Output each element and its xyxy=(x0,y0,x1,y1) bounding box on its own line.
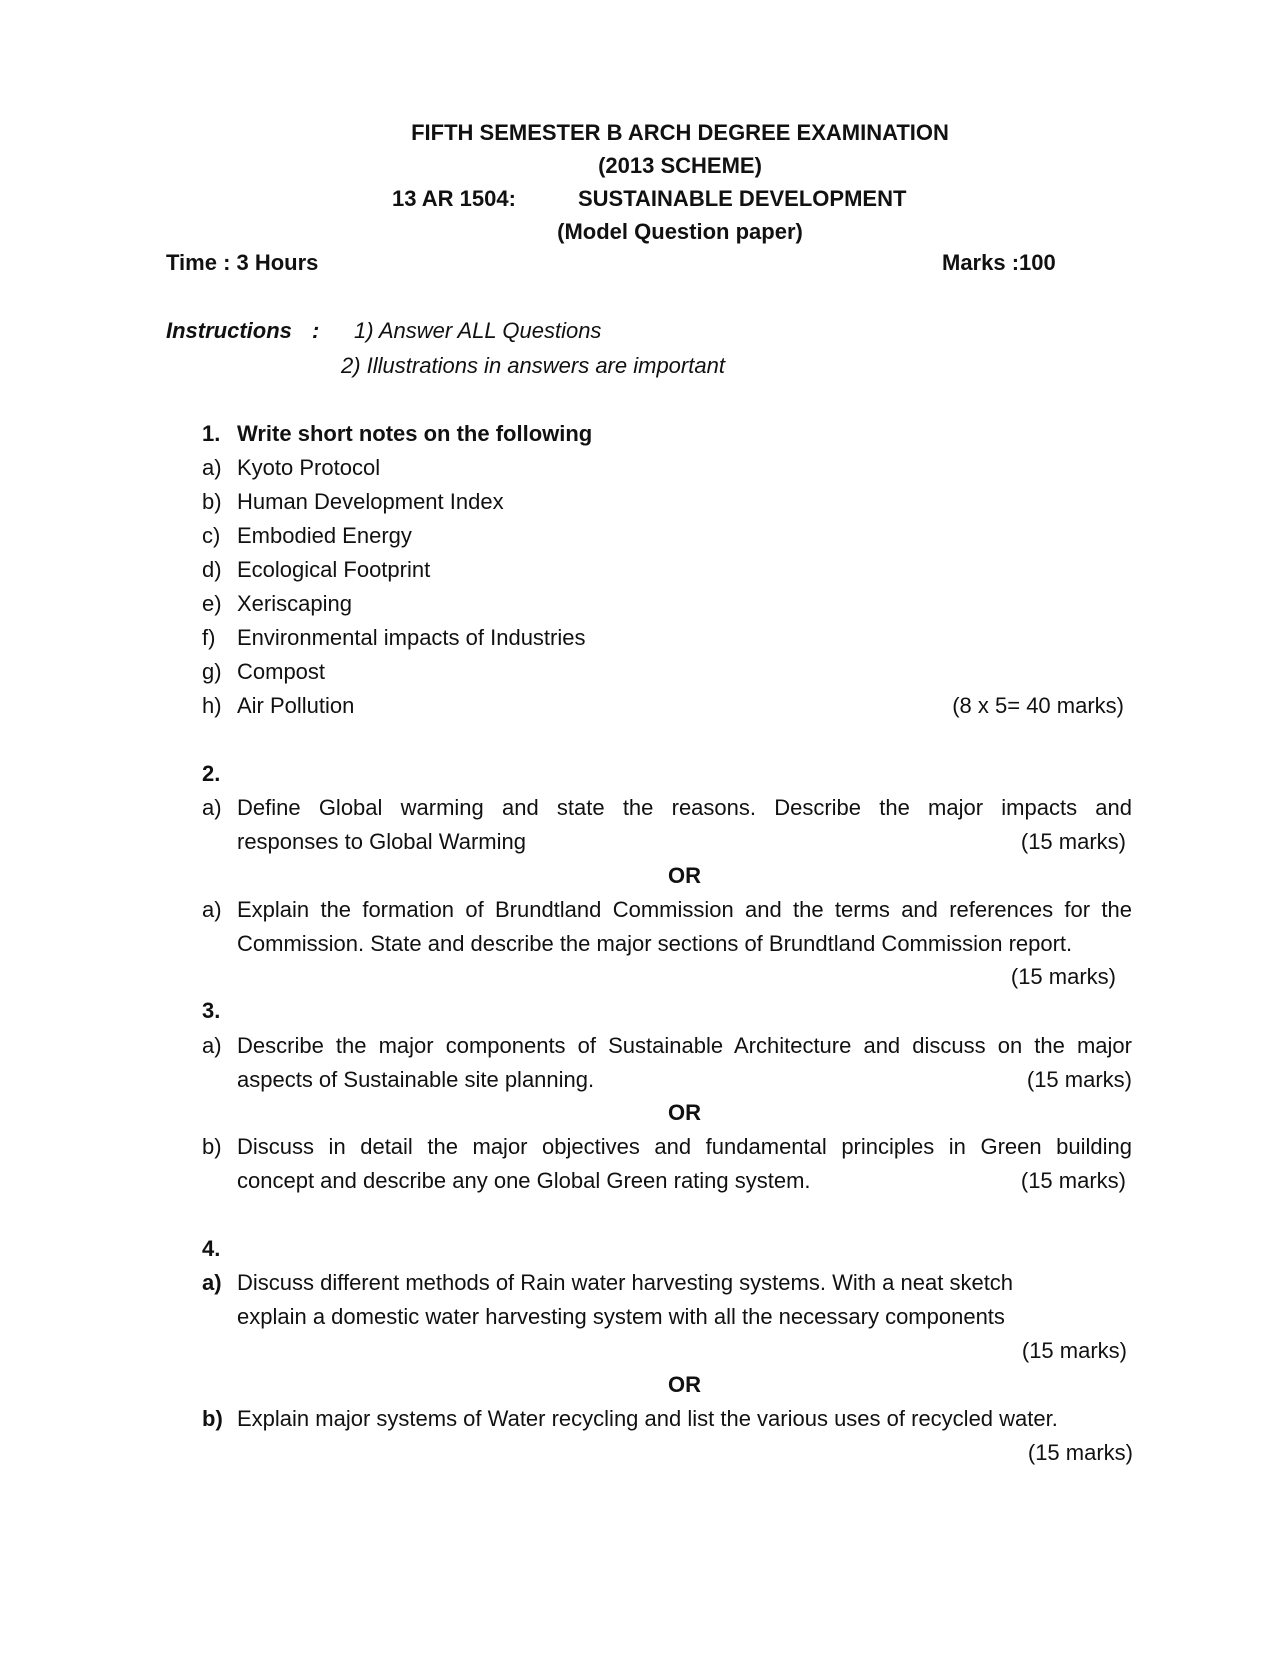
item-text: Compost xyxy=(237,659,326,684)
item-label: a) xyxy=(202,795,222,820)
item-label: h) xyxy=(202,693,222,718)
instructions-colon: : xyxy=(312,318,320,343)
question-text: Commission. State and describe the major sections of Brundtland Commission report. xyxy=(237,931,1073,956)
question-text: Define Global warming and state the reasons. Describe the major impacts and xyxy=(237,795,1132,820)
or-separator: OR xyxy=(668,1100,701,1125)
item-text: Human Development Index xyxy=(237,489,504,514)
question-text: aspects of Sustainable site planning. xyxy=(237,1067,595,1092)
question-text: concept and describe any one Global Green rating system. xyxy=(237,1168,811,1193)
item-text: Environmental impacts of Industries xyxy=(237,625,586,650)
item-text: Embodied Energy xyxy=(237,523,412,548)
question-text: explain a domestic water harvesting system with all the necessary components xyxy=(237,1304,1005,1329)
question-marks: (15 marks) xyxy=(1020,1168,1126,1193)
item-text: Air Pollution xyxy=(237,693,355,718)
marks-label: Marks :100 xyxy=(942,250,1056,275)
item-label: g) xyxy=(202,659,222,684)
question-text: Describe the major components of Sustainable Architecture and discuss on the major xyxy=(237,1033,1132,1058)
question-title: Write short notes on the following xyxy=(237,421,593,446)
question-number: 1. xyxy=(202,421,221,446)
question-text: Explain major systems of Water recycling and list the various uses of recycled water. xyxy=(237,1406,1058,1431)
question-marks: (15 marks) xyxy=(1026,1067,1132,1092)
question-marks: (15 marks) xyxy=(1020,829,1126,854)
item-label: a) xyxy=(202,897,222,922)
question-number: 2. xyxy=(202,761,221,786)
exam-title: FIFTH SEMESTER B ARCH DEGREE EXAMINATION xyxy=(411,120,949,145)
question-marks: (15 marks) xyxy=(1027,1440,1133,1465)
course-code: 13 AR 1504: xyxy=(392,186,516,211)
item-label: a) xyxy=(202,1033,222,1058)
or-separator: OR xyxy=(668,1372,701,1397)
item-label: d) xyxy=(202,557,222,582)
question-text: Explain the formation of Brundtland Commission and the terms and references for the xyxy=(237,897,1132,922)
instruction-item: 2) Illustrations in answers are important xyxy=(341,353,725,378)
time-label: Time : 3 Hours xyxy=(166,250,319,275)
question-marks: (15 marks) xyxy=(1010,964,1116,989)
item-label: b) xyxy=(202,1406,223,1431)
question-text: Discuss different methods of Rain water harvesting systems. With a neat sketch xyxy=(237,1270,1014,1295)
or-separator: OR xyxy=(668,863,701,888)
item-label: b) xyxy=(202,1134,222,1159)
question-marks: (8 x 5= 40 marks) xyxy=(952,693,1124,718)
item-text: Ecological Footprint xyxy=(237,557,431,582)
item-text: Xeriscaping xyxy=(237,591,352,616)
question-text: responses to Global Warming xyxy=(237,829,526,854)
question-text: Discuss in detail the major objectives and fundamental principles in Green building xyxy=(237,1134,1132,1159)
question-marks: (15 marks) xyxy=(1021,1338,1127,1363)
item-label: e) xyxy=(202,591,222,616)
item-label: a) xyxy=(202,455,222,480)
item-text: Kyoto Protocol xyxy=(237,455,381,480)
item-label: c) xyxy=(202,523,221,548)
item-label: b) xyxy=(202,489,222,514)
instruction-item: 1) Answer ALL Questions xyxy=(354,318,602,343)
question-number: 4. xyxy=(202,1236,221,1261)
question-number: 3. xyxy=(202,998,221,1023)
item-label: a) xyxy=(202,1270,222,1295)
scheme: (2013 SCHEME) xyxy=(598,153,762,178)
paper-type: (Model Question paper) xyxy=(557,219,803,244)
instructions-label: Instructions xyxy=(166,318,292,343)
course-name: SUSTAINABLE DEVELOPMENT xyxy=(578,186,907,211)
item-label: f) xyxy=(202,625,216,650)
